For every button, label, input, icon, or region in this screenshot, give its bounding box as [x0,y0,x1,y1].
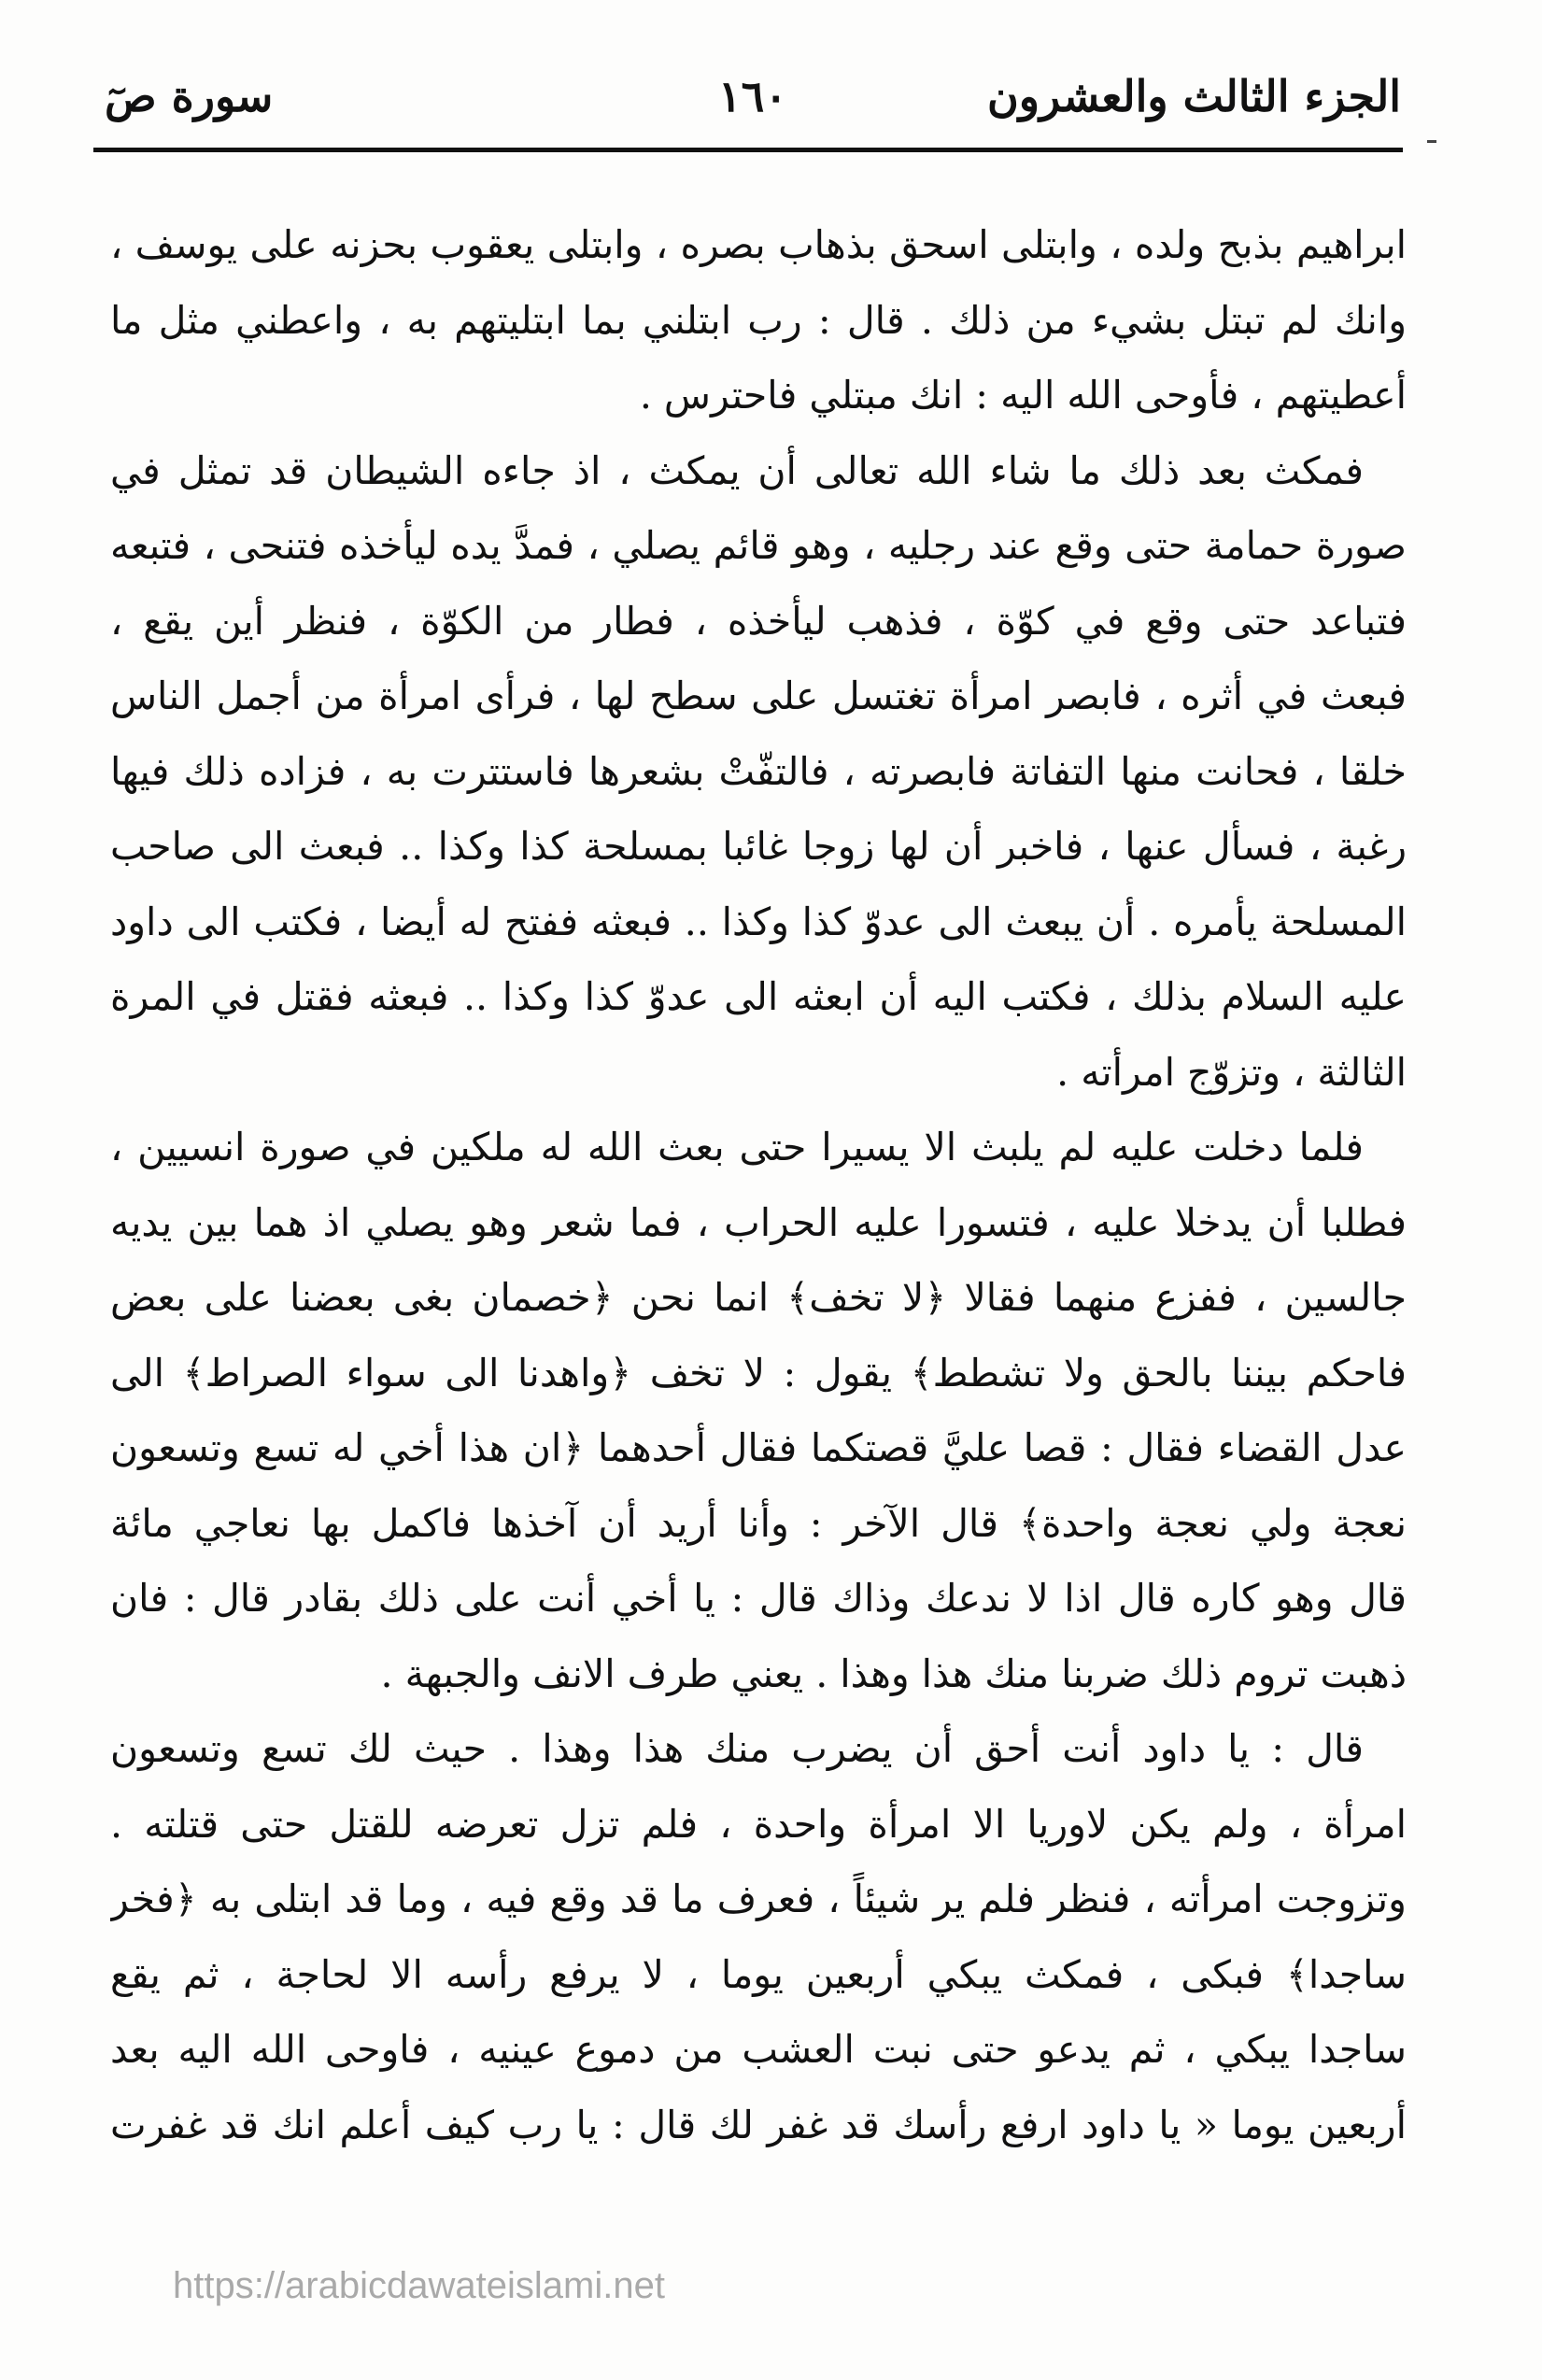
text-line: عليه السلام بذلك ، فكتب اليه أن ابعثه الى عدوّ كذا وكذا .. فبعثه فقتل في المرة [110,974,1407,1019]
page-number: ١٦٠ [717,71,788,121]
text-line: ساجدا﴾ فبكى ، فمكث يبكي أربعين يوما ، لا يرفع رأسه الا لحاجة ، ثم يقع [110,1951,1407,1997]
text-line: جالسين ، ففزع منهما فقالا ﴿لا تخف﴾ انما نحن ﴿خصمان بغى بعضنا على بعض [110,1275,1407,1320]
text-line: فبعث في أثره ، فابصر امرأة تغتسل على سطح لها ، فرأى امرأة من أجمل الناس [110,673,1407,718]
text-line: وانك لم تبتل بشيء من ذلك . قال : رب ابتلني بما ابتليتهم به ، واعطني مثل ما [110,297,1407,343]
text-line: رغبة ، فسأل عنها ، فاخبر أن لها زوجا غائبا بمسلحة كذا وكذا .. فبعث الى صاحب [110,824,1407,869]
text-line: قال وهو كاره قال اذا لا ندعك وذاك قال : يا أخي أنت على ذلك بقادر قال : فان [110,1576,1407,1621]
text-line: عدل القضاء فقال : قصا عليَّ قصتكما فقال أحدهما ﴿ان هذا أخي له تسع وتسعون [110,1425,1407,1470]
text-line: أربعين يوما « يا داود ارفع رأسك قد غفر لك قال : يا رب كيف أعلم انك قد غفرت [110,2102,1407,2147]
page-header [105,58,1401,142]
text-line: ساجدا يبكي ، ثم يدعو حتى نبت العشب من دموع عينيه ، فاوحى الله اليه بعد [110,2027,1407,2072]
site-watermark: https://arabicdawateislami.net [173,2265,665,2306]
text-line: ابراهيم بذبح ولده ، وابتلى اسحق بذهاب بصره ، وابتلى يعقوب بحزنه على يوسف ، [110,222,1407,267]
text-line: قال : يا داود أنت أحق أن يضرب منك هذا وهذا . حيث لك تسع وتسعون [110,1726,1364,1771]
text-body [110,207,1407,2162]
running-head-part: الجزء الثالث والعشرون [986,71,1401,121]
text-line: فمكث بعد ذلك ما شاء الله تعالى أن يمكث ، اذ جاءه الشيطان قد تمثل في [110,447,1364,493]
text-line: فلما دخلت عليه لم يلبث الا يسيرا حتى بعث الله له ملكين في صورة انسيين ، [110,1125,1364,1169]
running-head-surah: سورة صٓ [105,71,274,121]
text-line: فطلبا أن يدخلا عليه ، فتسورا عليه الحراب ، فما شعر وهو يصلي اذ هما بين يديه [110,1199,1407,1245]
text-line: المسلحة يأمره . أن يبعث الى عدوّ كذا وكذا .. فبعثه ففتح له أيضا ، فكتب الى داود [110,899,1407,944]
text-line: امرأة ، ولم يكن لاوريا الا امرأة واحدة ، فلم تزل تعرضه للقتل حتى قتلته . [110,1801,1407,1847]
text-line: فاحكم بيننا بالحق ولا تشطط﴾ يقول : لا تخف ﴿واهدنا الى سواء الصراط﴾ الى [110,1350,1407,1395]
text-line: فتباعد حتى وقع في كوّة ، فذهب ليأخذه ، فطار من الكوّة ، فنظر أين يقع ، [110,598,1407,644]
text-line: أعطيتهم ، فأوحى الله اليه : انك مبتلي فاحترس . [639,373,1407,418]
text-line: ذهبت تروم ذلك ضربنا منك هذا وهذا . يعني طرف الانف والجبهة . [380,1650,1407,1696]
text-line: نعجة ولي نعجة واحدة﴾ قال الآخر : وأنا أريد أن آخذها فاكمل بها نعاجي مائة [110,1500,1407,1546]
text-line: وتزوجت امرأته ، فنظر فلم ير شيئاً ، فعرف ما قد وقع فيه ، وما قد ابتلى به ﴿فخر [110,1877,1407,1921]
text-line: خلقا ، فحانت منها التفاتة فابصرته ، فالتفّتْ بشعرها فاستترت به ، فزاده ذلك فيها [110,748,1407,794]
text-line: صورة حمامة حتى وقع عند رجليه ، وهو قائم يصلي ، فمدَّ يده ليأخذه فتنحى ، فتبعه [110,523,1407,568]
text-line: الثالثة ، وتزوّج امرأته . [1056,1049,1407,1095]
margin-mark [1427,140,1436,143]
header-rule [93,148,1403,152]
